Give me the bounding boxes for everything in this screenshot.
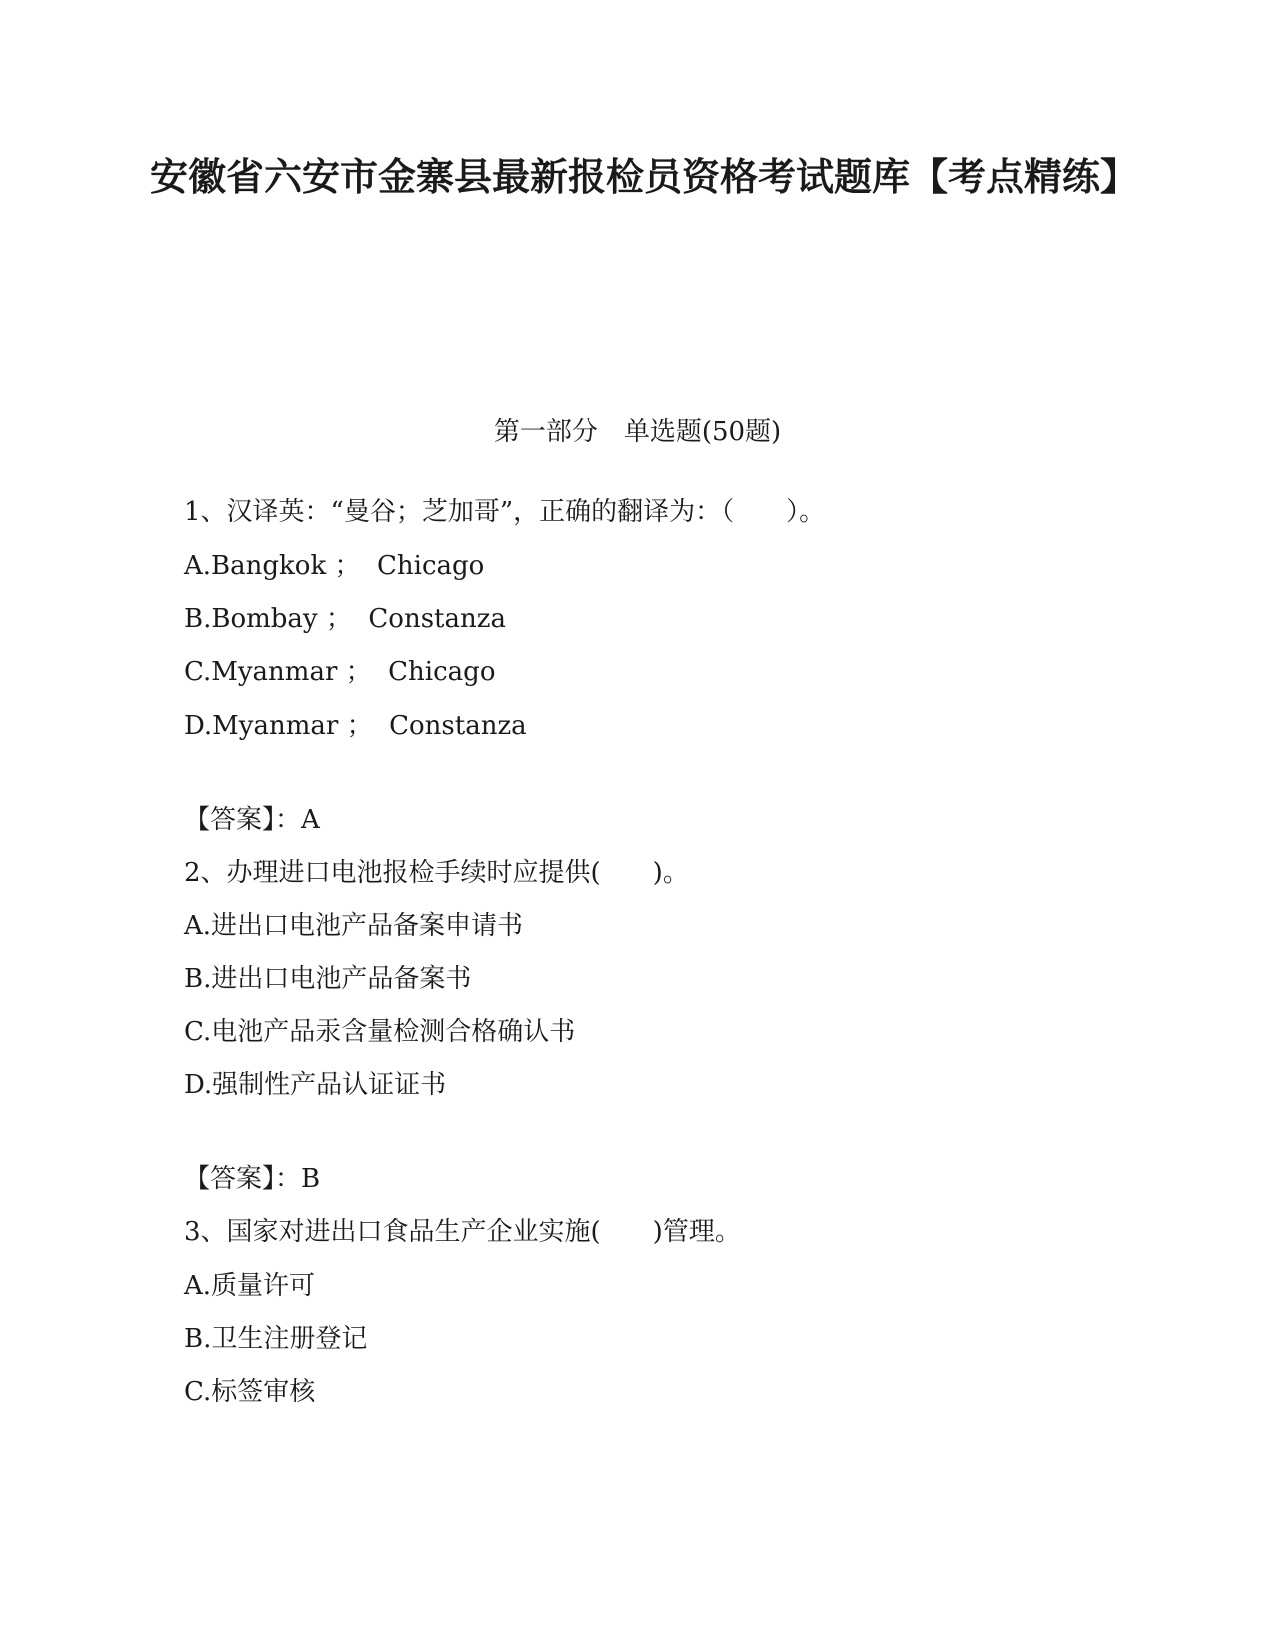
- question-1-option-d: D.Myanmar ； Constanza: [184, 711, 527, 741]
- question-1-option-a: A.Bangkok ； Chicago: [184, 551, 485, 581]
- question-2-option-a: A.进出口电池产品备案申请书: [184, 911, 524, 941]
- question-3-stem: 3、国家对进出口食品生产企业实施( )管理。: [184, 1217, 741, 1247]
- question-2-stem: 2、办理进口电池报检手续时应提供( )。: [184, 858, 689, 888]
- question-1-option-c: C.Myanmar ； Chicago: [184, 657, 496, 687]
- document-title: 安徽省六安市金寨县最新报检员资格考试题库【考点精练】: [150, 155, 1139, 199]
- question-2-answer: 【答案】：B: [184, 1164, 321, 1194]
- question-2-option-c: C.电池产品汞含量检测合格确认书: [184, 1017, 576, 1047]
- question-2-option-b: B.进出口电池产品备案书: [184, 964, 472, 994]
- section-heading: 第一部分 单选题(50题): [493, 417, 782, 447]
- question-3-option-a: A.质量许可: [184, 1271, 316, 1301]
- question-1-answer: 【答案】：A: [184, 805, 320, 835]
- question-3-option-b: B.卫生注册登记: [184, 1324, 368, 1354]
- question-3-option-c: C.标签审核: [184, 1377, 316, 1407]
- question-2-option-d: D.强制性产品认证证书: [184, 1070, 447, 1100]
- question-1-option-b: B.Bombay ； Constanza: [184, 604, 506, 634]
- question-1-stem: 1、汉译英：“曼谷；芝加哥”，正确的翻译为：（ ）。: [184, 497, 826, 527]
